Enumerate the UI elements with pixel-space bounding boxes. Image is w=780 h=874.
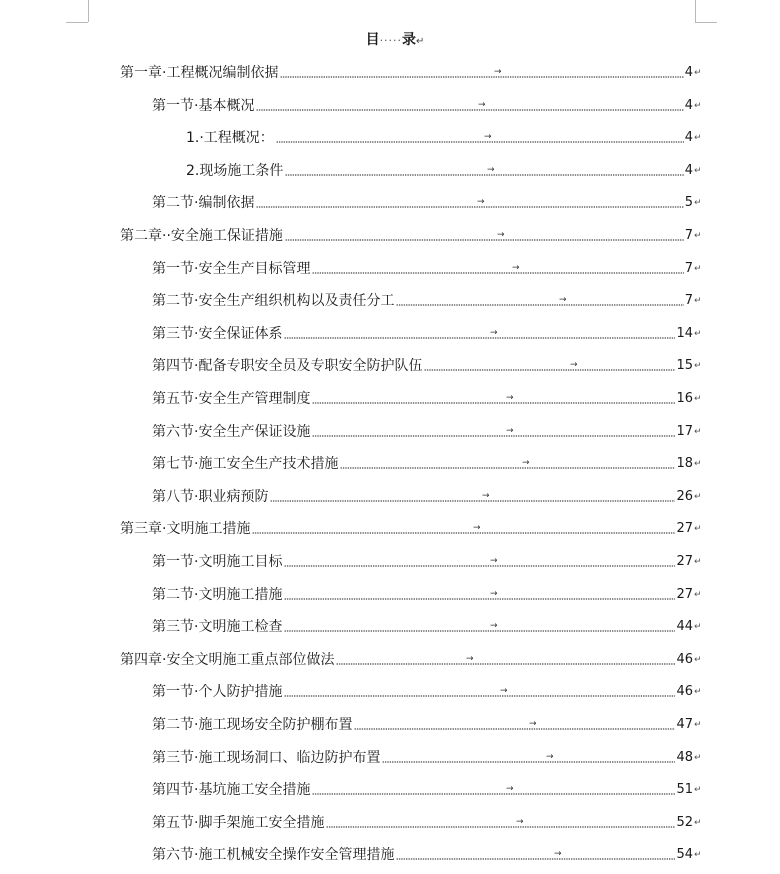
paragraph-mark-icon: ↵ <box>694 198 702 208</box>
toc-leader-dots <box>312 263 683 274</box>
toc-entry-text: 第二章··安全施工保证措施 <box>120 228 283 244</box>
toc-entry-page: 4 <box>684 130 693 145</box>
toc-entry-text: 第五节·脚手架施工安全措施 <box>152 815 325 831</box>
paragraph-mark-icon: ↵ <box>694 818 702 828</box>
tab-mark-icon: → <box>506 784 514 794</box>
toc-entry-page: 44 <box>676 619 693 634</box>
tab-mark-icon: → <box>522 458 530 468</box>
paragraph-mark-icon: ↵ <box>694 296 702 306</box>
toc-entry-text: 第二节·编制依据 <box>152 195 255 211</box>
toc-entry[interactable] <box>152 616 704 636</box>
tab-mark-icon: → <box>473 523 481 533</box>
toc-leader-dots <box>396 849 675 860</box>
crop-mark-top-right <box>695 22 717 23</box>
toc-entry-page: 51 <box>676 782 693 797</box>
toc-leader-dots <box>284 556 675 567</box>
crop-mark-top-right <box>695 0 696 22</box>
toc-entry-text: 第三节·安全保证体系 <box>152 326 283 342</box>
toc-entry[interactable] <box>152 681 704 701</box>
toc-leader-dots <box>340 458 675 469</box>
paragraph-mark-icon: ↵ <box>694 590 702 600</box>
tab-mark-icon: → <box>570 360 578 370</box>
toc-entry-text: 第四节·基坑施工安全措施 <box>152 782 311 798</box>
toc-entry[interactable] <box>152 844 704 864</box>
toc-entry-page: 27 <box>676 521 693 536</box>
toc-entry-text: 第一节·基本概况 <box>152 98 255 114</box>
toc-leader-dots <box>354 719 675 730</box>
toc-entry[interactable] <box>120 62 704 82</box>
toc-entry-page: 5 <box>684 195 693 210</box>
paragraph-mark-icon: ↵ <box>694 459 702 469</box>
paragraph-mark-icon: ↵ <box>694 264 702 274</box>
tab-mark-icon: → <box>484 132 492 142</box>
tab-mark-icon: → <box>482 491 490 501</box>
toc-entry[interactable] <box>120 518 704 538</box>
toc-entry[interactable] <box>152 355 704 375</box>
toc-leader-dots <box>312 784 675 795</box>
toc-entry-page: 46 <box>676 684 693 699</box>
toc-leader-dots <box>270 491 675 502</box>
paragraph-mark-icon: ↵ <box>694 655 702 665</box>
paragraph-mark-icon: ↵ <box>694 394 702 404</box>
toc-entry[interactable] <box>152 714 704 734</box>
toc-entry-page: 7 <box>684 293 693 308</box>
toc-entry[interactable] <box>152 192 704 212</box>
tab-mark-icon: → <box>559 295 567 305</box>
toc-entry-page: 14 <box>676 326 693 341</box>
toc-entry-text: 第三节·文明施工检查 <box>152 619 283 635</box>
paragraph-mark-icon: ↵ <box>694 524 702 534</box>
toc-leader-dots <box>382 752 675 763</box>
tab-mark-icon: → <box>487 165 495 175</box>
toc-leader-dots <box>280 67 683 78</box>
tab-mark-icon: → <box>478 100 486 110</box>
toc-title-dots: ····· <box>379 34 403 47</box>
tab-mark-icon: → <box>494 67 502 77</box>
toc-leader-dots <box>336 654 675 665</box>
toc-title-right: 录 <box>402 32 417 48</box>
crop-mark-top-left <box>66 22 88 23</box>
toc-leader-dots <box>396 295 683 306</box>
toc-entry[interactable] <box>152 551 704 571</box>
toc-entry-text: 第一节·个人防护措施 <box>152 684 283 700</box>
toc-entry-page: 54 <box>676 847 693 862</box>
toc-entry-text: 第七节·施工安全生产技术措施 <box>152 456 339 472</box>
tab-mark-icon: → <box>500 686 508 696</box>
toc-leader-dots <box>276 132 684 143</box>
toc-entry-page: 17 <box>676 424 693 439</box>
toc-entry-page: 18 <box>676 456 693 471</box>
toc-entry[interactable] <box>152 290 704 310</box>
tab-mark-icon: → <box>554 849 562 859</box>
toc-title-left: 目 <box>365 32 380 48</box>
toc-leader-dots <box>285 165 683 176</box>
toc-leader-dots <box>424 360 675 371</box>
toc-entry-text: 第二节·文明施工措施 <box>152 587 283 603</box>
paragraph-mark-icon: ↵ <box>694 231 702 241</box>
toc-entry-page: 7 <box>684 261 693 276</box>
toc-entry[interactable] <box>152 812 704 832</box>
paragraph-mark-icon: ↵ <box>694 622 702 632</box>
paragraph-mark-icon: ↵ <box>694 492 702 502</box>
tab-mark-icon: → <box>506 393 514 403</box>
toc-entry-text: 第一节·文明施工目标 <box>152 554 283 570</box>
paragraph-mark-icon: ↵ <box>694 785 702 795</box>
paragraph-mark-icon: ↵ <box>694 753 702 763</box>
toc-entry[interactable] <box>186 160 704 180</box>
toc-entry-text: 第一章·工程概况编制依据 <box>120 65 279 81</box>
paragraph-mark-icon: ↵ <box>694 133 702 143</box>
tab-mark-icon: → <box>466 654 474 664</box>
toc-entry[interactable] <box>152 453 704 473</box>
toc-leader-dots <box>284 621 675 632</box>
toc-leader-dots <box>285 230 684 241</box>
toc-entry[interactable] <box>152 95 704 115</box>
paragraph-mark-icon: ↵ <box>694 361 702 371</box>
toc-entry-text: 第二节·施工现场安全防护棚布置 <box>152 717 353 733</box>
toc-entry-text: 1.·工程概况： <box>186 130 274 146</box>
paragraph-mark-icon: ↵ <box>694 427 702 437</box>
toc-leader-dots <box>284 589 675 600</box>
paragraph-mark-icon: ↵ <box>694 68 702 78</box>
toc-entry-page: 46 <box>676 652 693 667</box>
tab-mark-icon: → <box>546 752 554 762</box>
toc-entry-page: 4 <box>684 98 693 113</box>
toc-entry-text: 第四节·配备专职安全员及专职安全防护队伍 <box>152 358 423 374</box>
toc-entry-text: 第一节·安全生产目标管理 <box>152 261 311 277</box>
tab-mark-icon: → <box>512 263 520 273</box>
tab-mark-icon: → <box>529 719 537 729</box>
toc-entry-text: 第五节·安全生产管理制度 <box>152 391 311 407</box>
toc-entry[interactable] <box>152 388 704 408</box>
toc-entry[interactable] <box>152 421 704 441</box>
toc-entry-page: 26 <box>676 489 693 504</box>
paragraph-mark-icon: ↵ <box>694 850 702 860</box>
tab-mark-icon: → <box>490 621 498 631</box>
paragraph-mark-icon: ↵ <box>694 687 702 697</box>
tab-mark-icon: → <box>490 556 498 566</box>
paragraph-mark-icon: ↵ <box>694 329 702 339</box>
paragraph-mark-icon: ↵ <box>694 720 702 730</box>
toc-entry-page: 27 <box>676 554 693 569</box>
toc-entry-page: 47 <box>676 717 693 732</box>
tab-mark-icon: → <box>477 197 485 207</box>
toc-leader-dots <box>284 328 675 339</box>
tab-mark-icon: → <box>490 589 498 599</box>
toc-entry-page: 7 <box>684 228 693 243</box>
toc-entry[interactable] <box>152 258 704 278</box>
toc-entry-page: 27 <box>676 587 693 602</box>
tab-mark-icon: → <box>497 230 505 240</box>
toc-entry[interactable] <box>152 486 704 506</box>
tab-mark-icon: → <box>490 328 498 338</box>
toc-entry[interactable] <box>186 127 704 147</box>
toc-leader-dots <box>312 426 675 437</box>
toc-entry-page: 48 <box>676 750 693 765</box>
toc-entry-page: 16 <box>676 391 693 406</box>
paragraph-mark-icon: ↵ <box>694 557 702 567</box>
toc-entry-page: 15 <box>676 358 693 373</box>
toc-entry[interactable] <box>152 779 704 799</box>
toc-entry-text: 第三节·施工现场洞口、临边防护布置 <box>152 750 381 766</box>
toc-entry-text: 第六节·安全生产保证设施 <box>152 424 311 440</box>
toc-entry-text: 2.现场施工条件 <box>186 163 284 179</box>
toc-entry-text: 第三章·文明施工措施 <box>120 521 251 537</box>
toc-entry[interactable] <box>152 584 704 604</box>
toc-entry-page: 4 <box>684 163 693 178</box>
toc-entry-text: 第八节·职业病预防 <box>152 489 269 505</box>
toc-entry-page: 4 <box>684 65 693 80</box>
toc-leader-dots <box>312 393 675 404</box>
toc-leader-dots <box>326 817 675 828</box>
toc-leader-dots <box>252 523 675 534</box>
toc-title <box>0 31 780 49</box>
toc-entry-text: 第六节·施工机械安全操作安全管理措施 <box>152 847 395 863</box>
paragraph-mark-icon: ↵ <box>416 36 425 47</box>
tab-mark-icon: → <box>516 817 524 827</box>
toc-entry[interactable] <box>152 323 704 343</box>
toc-entry-text: 第四章·安全文明施工重点部位做法 <box>120 652 335 668</box>
toc-entry[interactable] <box>120 649 704 669</box>
toc-entry-page: 52 <box>676 815 693 830</box>
crop-mark-top-left <box>88 0 89 22</box>
paragraph-mark-icon: ↵ <box>694 101 702 111</box>
paragraph-mark-icon: ↵ <box>694 166 702 176</box>
toc-leader-dots <box>256 197 683 208</box>
toc-entry[interactable] <box>120 225 704 245</box>
tab-mark-icon: → <box>506 426 514 436</box>
toc-leader-dots <box>284 686 675 697</box>
toc-entry[interactable] <box>152 747 704 767</box>
toc-entry-text: 第二节·安全生产组织机构以及责任分工 <box>152 293 395 309</box>
toc-leader-dots <box>256 100 683 111</box>
